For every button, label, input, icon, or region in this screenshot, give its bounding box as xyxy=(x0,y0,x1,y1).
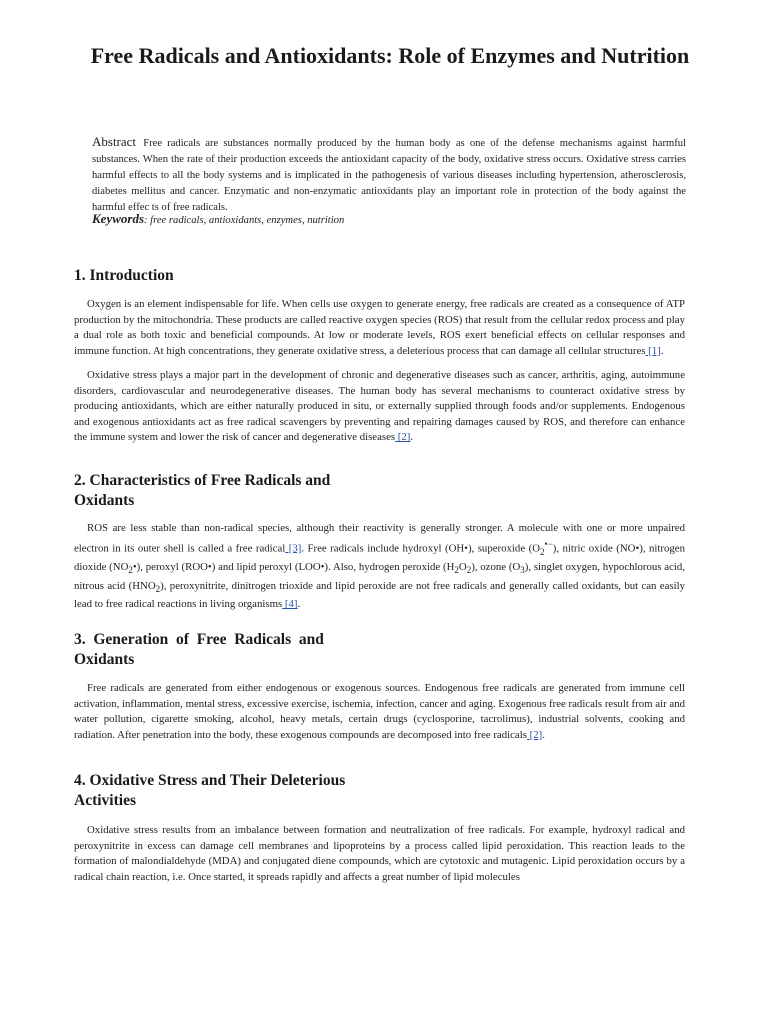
paragraph-text: ), ozone (O xyxy=(471,560,521,573)
subscript: 2 xyxy=(466,565,472,576)
section-2-paragraph xyxy=(74,521,685,613)
citation-link[interactable]: [3] xyxy=(285,542,302,555)
citation-link[interactable]: [1] xyxy=(645,344,661,357)
section-heading-introduction: 1. Introduction xyxy=(74,267,174,284)
section-4-paragraph: Oxidative stress results from an imbalance between formation and neutralization of free radicals. For example, hydroxyl radical and peroxynitrite in excess can damage cell membranes and lipoproteins by a process called lipid peroxidation. This reaction leads to the formation of malondialdehyde (MDA) and conjugated diene compounds, which are cytotoxic and mutagenic. Lipid peroxidation occurs by a radical chain reaction, i.e. Once started, it spreads rapidly and affects a great number of lipid molecules xyxy=(74,824,685,883)
subscript: 2 xyxy=(454,565,459,576)
paper-title: Free Radicals and Antioxidants: Role of Enzymes and Nutrition xyxy=(90,43,690,68)
section-heading-characteristics xyxy=(74,471,414,511)
subscript: 2 xyxy=(155,583,161,594)
paragraph-text: . xyxy=(297,598,301,611)
keywords-label: Keywords xyxy=(92,211,144,226)
section-1-paragraph-1 xyxy=(74,297,685,359)
heading-line-2: Activities xyxy=(74,792,136,809)
citation-link[interactable]: [2] xyxy=(395,431,411,444)
paragraph-text: •), peroxyl (ROO•) and lipid peroxyl (LOO•). Also, hydrogen peroxide (H xyxy=(132,560,455,573)
paragraph-text: O xyxy=(458,560,467,573)
paragraph-text: . xyxy=(410,431,414,444)
keywords xyxy=(92,211,686,229)
section-3-paragraph xyxy=(74,681,685,743)
paragraph-text: Oxygen is an element indispensable for life. When cells use oxygen to generate energy, free radicals are created as a consequence of ATP production by the mitochondria. These products are called reactive oxygen species (ROS) that result from the cellular redox process and play a dual role as both toxic and beneficial compounds. At low or moderate levels, ROS exert beneficial effects on cellular responses and immune function. At high concentrations, they generate oxidative stress, a deleterious process that can damage all cellular structures xyxy=(74,298,685,357)
citation-link[interactable]: [2] xyxy=(526,728,543,741)
section-heading-oxidative-stress xyxy=(74,771,414,811)
superscript: •− xyxy=(544,538,553,549)
heading-line-1: 2. Characteristics of Free Radicals and xyxy=(74,472,331,489)
abstract-label: Abstract xyxy=(92,134,137,149)
paragraph-text: Free radicals are generated from either endogenous or exogenous sources. Endogenous free radicals are generated from immune cell activation, inflammation, mental stress, excessive exercise, ischemia, infection, cancer and aging. Exogenous free radicals result from air and water pollution, cigarette smoking, alcohol, heavy metals, certain drugs (cyclosporine, tacrolimus), industrial solvents, cooking and radiation. After penetration into the body, these exogenous compounds are decomposed into free radicals xyxy=(74,682,685,741)
paragraph-text: . Free radicals include hydroxyl (OH•), superoxide (O xyxy=(301,542,540,555)
subscript: 2 xyxy=(540,546,545,557)
subscript: 3 xyxy=(520,565,525,576)
heading-line-1: 4. Oxidative Stress and Their Deleterious xyxy=(74,772,346,789)
paragraph-text: . xyxy=(542,728,545,741)
paragraph-text: ), peroxynitrite, dinitrogen trioxide and lipid peroxide are not free radicals and generally called oxidants, but can easily lead to free radical reactions in living organisms xyxy=(74,579,685,611)
section-heading-generation xyxy=(74,630,414,670)
abstract xyxy=(92,134,686,216)
abstract-text: Free radicals are substances normally produced by the human body as one of the defense mechanisms against harmful substances. When the rate of their production exceeds the antioxidant capacity of the body, oxidative stress occurs. Oxidative stress carries harmful effects to all the body systems and is implicated in the pathogenesis of various diseases including hypertension, atherosclerosis, diabetes mellitus and cancer. Enzymatic and non-enzymatic antioxidants play an important role in protection of the body against the harmful effec ts of free radicals. xyxy=(92,138,686,213)
paragraph-text: ROS are less stable than non-radical species, although their reactivity is generally stronger. A molecule with one or more unpaired electron in its outer shell is called a free radical xyxy=(74,522,685,555)
section-1-paragraph-2 xyxy=(74,368,685,446)
heading-line-1: 3. Generation of Free Radicals and xyxy=(74,631,324,648)
paragraph-text: ), singlet oxygen, hypochlorous acid, nitrous acid (HNO xyxy=(74,560,685,592)
heading-line-2: Oxidants xyxy=(74,651,135,668)
keywords-text: : free radicals, antioxidants, enzymes, nutrition xyxy=(144,215,345,226)
subscript: 2 xyxy=(128,565,133,576)
paragraph-text: ), nitric oxide (NO•), nitrogen dioxide (NO xyxy=(74,542,685,573)
heading-line-2: Oxidants xyxy=(74,492,135,509)
paragraph-text: . xyxy=(660,344,664,357)
paragraph-text: Oxidative stress plays a major part in the development of chronic and degenerative diseases such as cancer, arthritis, aging, autoimmune disorders, cardiovascular and neurodegenerative diseases. The human body has several mechanisms to counteract oxidative stress by producing antioxidants, which are either naturally produced in situ, or externally supplied through foods and/or supplements. Endogenous and exogenous antioxidants act as free radical scavengers by preventing and repairing damages caused by ROS, and therefore can enhance the immune system and lower the risk of cancer and degenerative diseases xyxy=(74,369,685,444)
citation-link[interactable]: [4] xyxy=(282,598,298,611)
